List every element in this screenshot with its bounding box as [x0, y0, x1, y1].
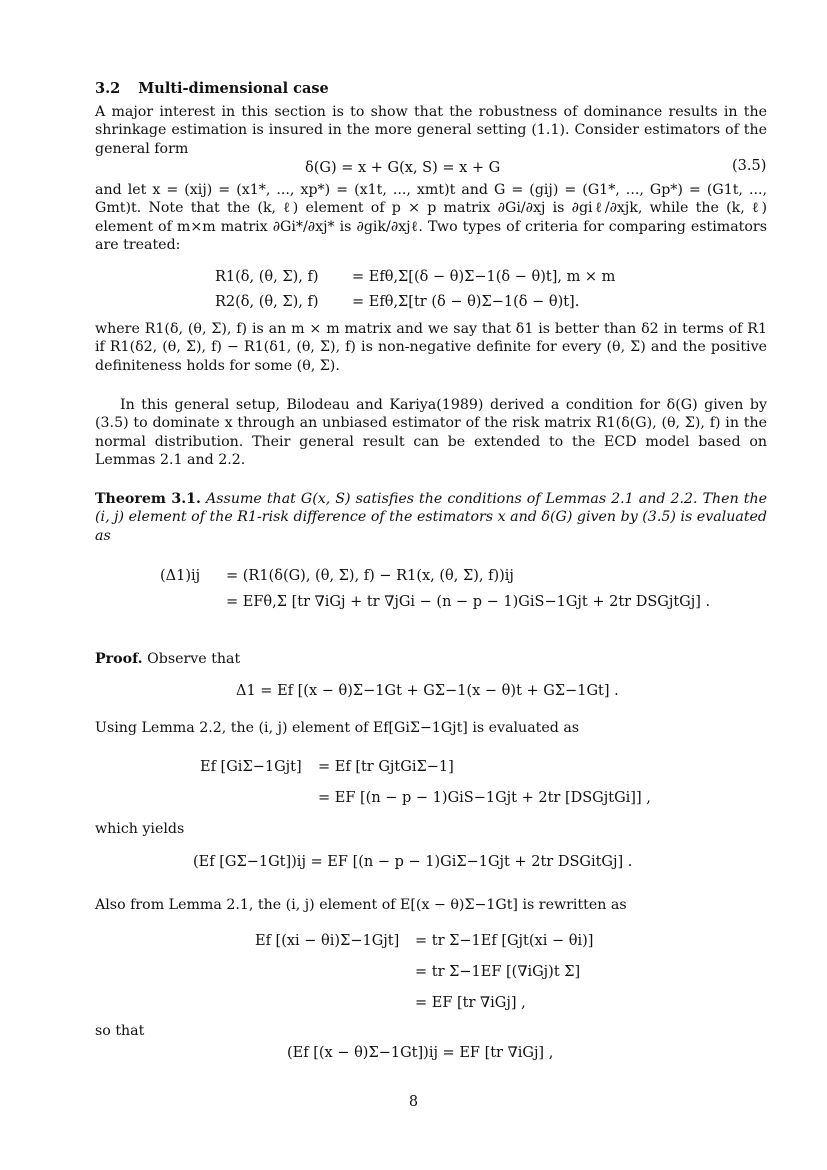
yields-equation: (Ef [GΣ−1Gt])ij = EF [(n − p − 1)GiΣ−1Gjt + 2tr DSGitGj] . [193, 854, 633, 870]
final-equation: (Ef [(x − θ)Σ−1Gt])ij = EF [tr ∇iGj] , [287, 1045, 554, 1061]
equation-3-5: δ(G) = x + G(x, S) = x + G [305, 160, 501, 176]
r2-rhs: = Efθ,Σ[tr (δ − θ)Σ−1(δ − θ)t]. [352, 294, 580, 310]
proof-intro [95, 650, 767, 668]
delta1-equation: Δ1 = Ef [(x − θ)Σ−1Gt + GΣ−1(x − θ)t + GΣ−1Gt] . [236, 683, 619, 699]
theorem-lhs: (Δ1)ij [160, 568, 201, 584]
so-that-text: so that [95, 1023, 145, 1039]
lemma22-sentence: Using Lemma 2.2, the (i, j) element of Ef[GiΣ−1Gjt] is evaluated as [95, 720, 580, 736]
notation-paragraph: and let x = (xij) = (x1*, ..., xp*) = (x1t, ..., xmt)t and G = (gij) = (G1*, ..., Gp*) = (G1t, ..., Gmt)t. Note that the (k, ℓ) element of p × p matrix ∂Gi/∂xj is ∂giℓ/∂xjk, while the (k, ℓ) element of m×m matrix ∂Gi*/∂xj* is ∂gik/∂xjℓ. Two types of criteria for comparing estimators are treated: [95, 182, 767, 253]
also-rhs-line1: = tr Σ−1Ef [Gjt(xi − θi)] [415, 933, 594, 949]
intro-paragraph: A major interest in this section is to show that the robustness of dominance results in the shrinkage estimation is insured in the more general setting (1.1). Consider estimators of the general form [95, 104, 767, 157]
r2-lhs: R2(δ, (θ, Σ), f) [215, 294, 319, 310]
setup-paragraph: In this general setup, Bilodeau and Kariya(1989) derived a condition for δ(G) given by (3.5) to dominate x through an unbiased estimator of the risk matrix R1(δ(G), (θ, Σ), f) in the normal distribution. Their general result can be extended to the ECD model based on Lemmas 2.1 and 2.2. [95, 397, 767, 468]
equation-3-5-label: (3.5) [732, 158, 767, 174]
proof-heading: Proof. [95, 651, 143, 667]
r1-rhs: = Efθ,Σ[(δ − θ)Σ−1(δ − θ)t], m × m [352, 269, 616, 285]
lemma22-rhs-line1: = Ef [tr GjtGiΣ−1] [318, 759, 454, 775]
theorem-body: Assume that G(x, S) satisfies the conditions of Lemmas 2.1 and 2.2. Then the (i, j) element of the R1-risk difference of the estimators x and δ(G) given by (3.5) is evaluated as [95, 491, 767, 544]
also-from-sentence: Also from Lemma 2.1, the (i, j) element of E[(x − θ)Σ−1Gt] is rewritten as [95, 897, 627, 913]
which-yields-text: which yields [95, 821, 185, 837]
theorem-heading: Theorem 3.1. [95, 491, 201, 507]
lemma22-lhs: Ef [GiΣ−1Gjt] [200, 759, 302, 775]
also-lhs: Ef [(xi − θi)Σ−1Gjt] [255, 933, 400, 949]
page-number: 8 [408, 1094, 419, 1110]
also-rhs-line2: = tr Σ−1EF [(∇iGj)t Σ] [415, 964, 581, 980]
section-name: Multi-dimensional case [138, 80, 329, 97]
lemma22-rhs-line2: = EF [(n − p − 1)GiS−1Gjt + 2tr [DSGjtGi]] , [318, 790, 651, 806]
theorem-rhs-line1: = (R1(δ(G), (θ, Σ), f) − R1(x, (θ, Σ), f))ij [226, 568, 514, 584]
theorem-3-1 [95, 490, 767, 545]
proof-body: Observe that [147, 651, 241, 667]
section-number: 3.2 [95, 80, 121, 97]
also-rhs-line3: = EF [tr ∇iGj] , [415, 995, 526, 1011]
theorem-rhs-line2: = EFθ,Σ [tr ∇iGj + tr ∇jGi − (n − p − 1)GiS−1Gjt + 2tr DSGjtGj] . [226, 594, 711, 610]
where-paragraph: where R1(δ, (θ, Σ), f) is an m × m matrix and we say that δ1 is better than δ2 in terms of R1 if R1(δ2, (θ, Σ), f) − R1(δ1, (θ, Σ), f) is non-negative definite for every (θ, Σ) and the positive definiteness holds for some (θ, Σ). [95, 321, 767, 374]
r1-lhs: R1(δ, (θ, Σ), f) [215, 269, 319, 285]
section-title [95, 80, 329, 97]
